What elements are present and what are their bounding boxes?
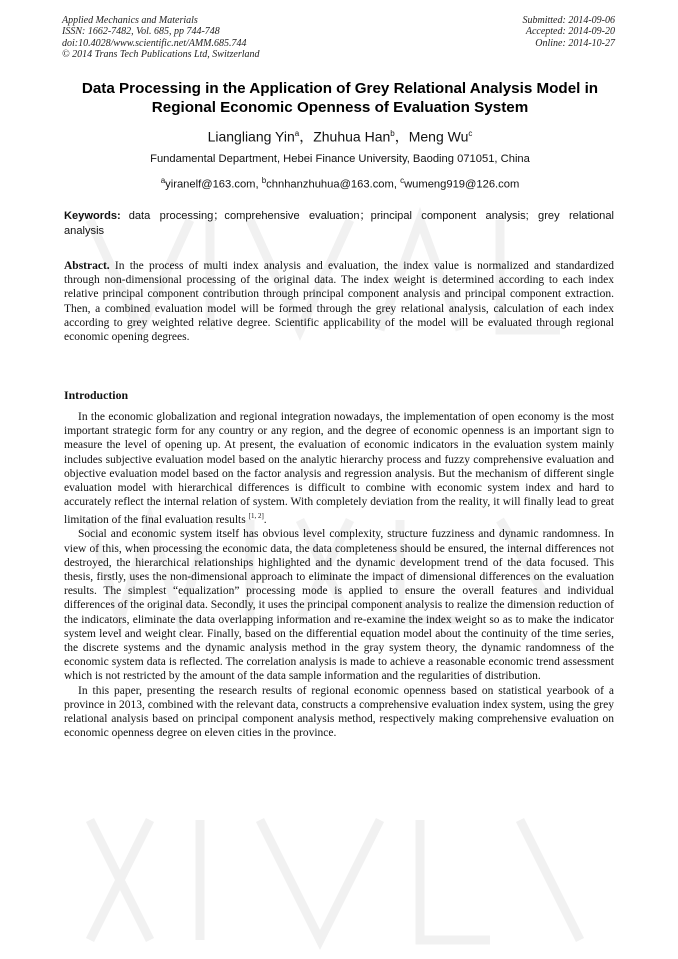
email-list	[60, 174, 620, 192]
email-mark: a	[160, 176, 166, 185]
paper-title: Data Processing in the Application of Grey Relational Analysis Model in Regional Economic Openness of Evaluation System	[81, 80, 599, 116]
intro-paragraph-text: In the economic globalization and regional integration nowadays, the implementation of open economy is the most important strategic form for any country or any region, and the degree of economic openness is an important sign to measure the level of opening up. At present, the evaluation of economic indicators in the evaluation system mainly includes subjective evaluation model based on the analytic hierarchy process and fuzzy comprehensive evaluation and objective evaluation model based on the factor analysis and regression analysis. But the mechanism of different single evaluation model with hierarchical differences is difficult to combine with economic system index and hard to accurately reflect the internal relation of system. With completely deviation from the reality, it will finally lead to great limitation of the final evaluation results	[64, 411, 614, 527]
copyright-line: © 2014 Trans Tech Publications Ltd, Switzerland	[62, 49, 260, 61]
author-list	[60, 125, 620, 146]
email-mark: c	[400, 176, 405, 185]
author-name: Liangliang Yin	[207, 128, 295, 145]
journal-name: Applied Mechanics and Materials	[62, 15, 198, 26]
author-mark: a	[294, 129, 300, 138]
keywords-section	[64, 209, 614, 238]
introduction-heading: Introduction	[64, 388, 129, 402]
email-separator: ,	[393, 178, 401, 191]
keywords-text: data processing；comprehensive evaluation；principal component analysis; grey relational analysis	[64, 210, 614, 237]
email-link[interactable]: wumeng919@126.com	[404, 178, 520, 191]
email-link[interactable]: yiranelf@163.com	[165, 178, 256, 191]
intro-paragraph	[64, 410, 614, 527]
affiliation: Fundamental Department, Hebei Finance University, Baoding 071051, China	[150, 153, 530, 165]
author-name: Meng Wu	[408, 128, 469, 145]
email-link[interactable]: chnhanzhuhua@163.com	[266, 178, 394, 191]
doi-line[interactable]: doi:10.4028/www.scientific.net/AMM.685.744	[62, 37, 247, 49]
citation[interactable]: [1, 2]	[248, 512, 264, 521]
abstract-text: In the process of multi index analysis and evaluation, the index value is normalized and standardized through non-dimensional processing of the original data. The index weight is determined according to each index relative principal component contribution through principal component analysis and principal component extraction. Then, a combined evaluation model will be formed through the grey relational analysis, calculation of each index according to grey weighted relative degree. Scientific applicability of the model will be evaluated through regional economic opening degrees.	[64, 260, 614, 344]
intro-paragraph-end: .	[263, 514, 267, 527]
issn-line: ISSN: 1662-7482, Vol. 685, pp 744-748	[62, 26, 220, 38]
intro-paragraph: In this paper, presenting the research results of regional economic openness based on statistical yearbook of a province in 2013, combined with the relevant data, constructs a comprehensive evaluation index system, using the grey relational analysis based on principal component analysis method, respectively making comprehensive evaluation on economic openness degree on eleven cities in the province.	[64, 684, 614, 740]
author-mark: c	[468, 129, 473, 138]
keywords-label: Keywords:	[64, 210, 121, 222]
abstract-label: Abstract.	[64, 260, 110, 272]
abstract-section	[64, 259, 614, 344]
journal-header-left	[62, 15, 260, 61]
author-mark: b	[390, 129, 395, 138]
email-mark: b	[261, 176, 267, 185]
submitted-date: Submitted: 2014-09-06	[522, 15, 615, 26]
introduction-body	[64, 410, 614, 741]
accepted-date: Accepted: 2014-09-20	[525, 26, 615, 38]
author-separator: ，	[394, 128, 409, 145]
intro-paragraph: Social and economic system itself has obvious level complexity, structure fuzziness and dynamic randomness. In view of this, when processing the economic data, the data completeness should be ensured, the internal differences not destroyed, the hierarchical relationships highlighted and the dynamic development trend of the data focused. This thesis, firstly, uses the non-dimensional approach to eliminate the impact of dimensional differences on the evaluation results. The simplest “equalization” processing mode is applied to ensure the overall features and individual differences of the original data. Secondly, it uses the principal component analysis to realize the dimension reduction of the indicators, eliminate the data overlapping information and re-examine the index weight so as to make the indicator system level and weight clear. Finally, based on the differential equation model about the continuity of the time series, the discrete systems and the dynamic analysis method in the gray system theory, the dynamic randomness of the economic system data is reflected. The correlation analysis is made to achieve a reasonable economic trend assessment which is not restricted by the amount of the data sample information and the regularities of distribution.	[64, 528, 614, 683]
journal-header-right	[523, 15, 616, 49]
online-date: Online: 2014-10-27	[535, 37, 615, 49]
author-name: Zhuhua Han	[313, 128, 391, 145]
author-separator: ，	[299, 128, 314, 145]
email-separator: ,	[255, 178, 262, 191]
